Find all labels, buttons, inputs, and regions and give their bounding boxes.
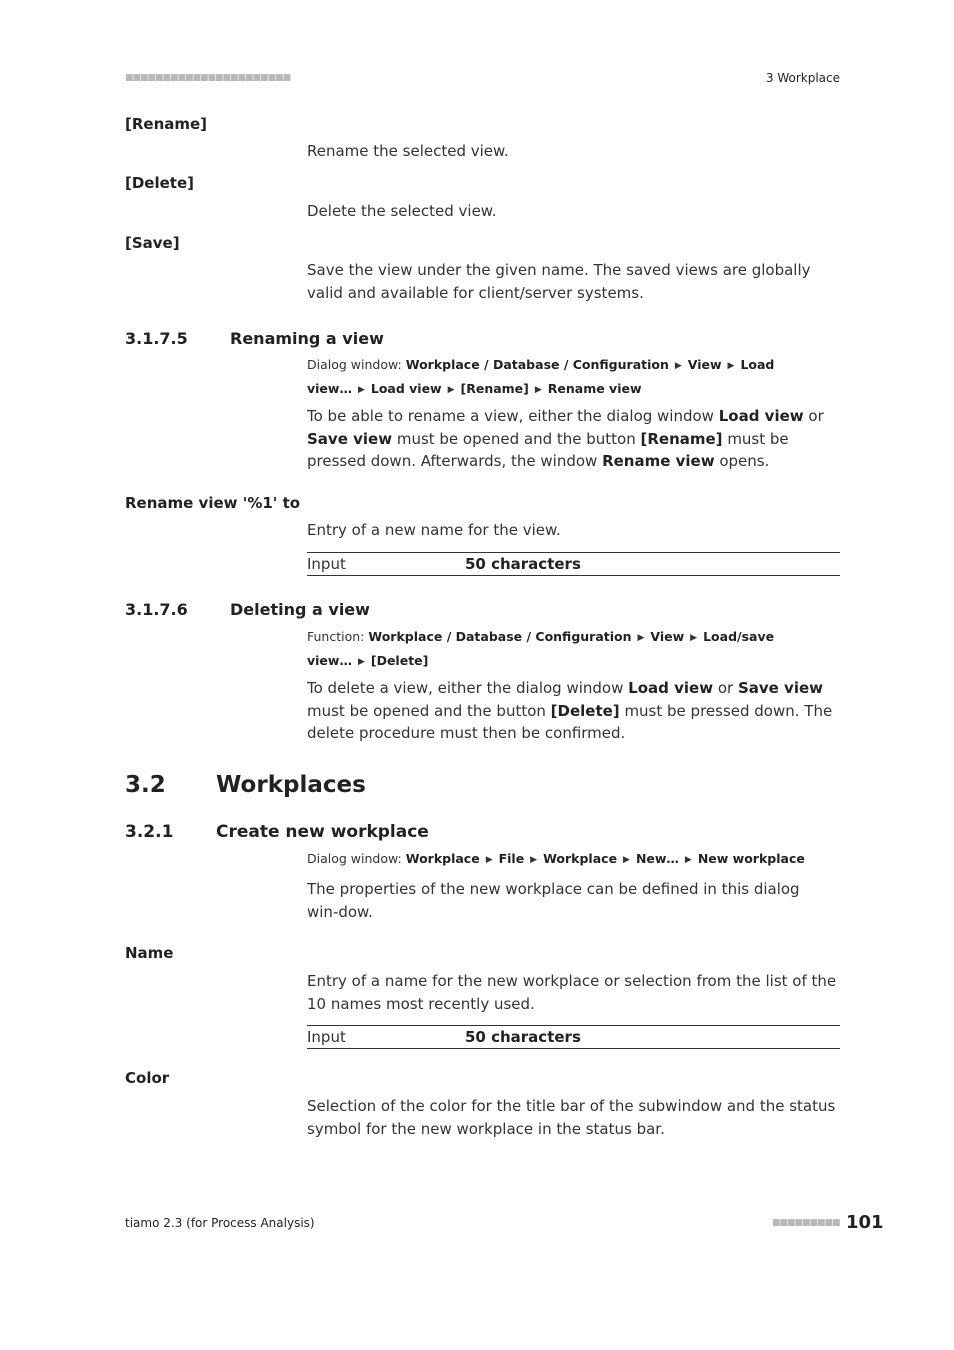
input-label: Input — [307, 1028, 346, 1046]
menu-path-line-1 — [307, 354, 777, 378]
path-label: Function: — [307, 629, 365, 644]
path-step: [Delete] — [370, 653, 429, 668]
term-rename: [Rename] — [125, 115, 208, 133]
path-step: New workplace — [697, 851, 805, 866]
triangle-right-icon: ▶ — [447, 385, 455, 395]
paragraph-delete-instructions: To delete a view, either the dialog window Load view or Save view must be opened and the button [Delete] must be pressed down. The delete procedure must then be confirmed. — [307, 679, 833, 742]
menu-path-line-2 — [307, 378, 777, 402]
path-step: File — [498, 851, 525, 866]
header-decoration: ■■■■■■■■■■■■■■■■■■■■■■ — [125, 73, 291, 83]
path-label: Dialog window: — [307, 357, 402, 372]
section-number-3175: 3.1.7.5 — [125, 329, 188, 348]
triangle-right-icon: ▶ — [690, 633, 698, 643]
term-save: [Save] — [125, 234, 180, 252]
menu-path-delete — [307, 626, 777, 674]
triangle-right-icon: ▶ — [623, 855, 630, 865]
paragraph-rename-instructions: To be able to rename a view, either the dialog window Load view or Save view must be opened and the button [Rename] must be pressed down. Afterwards, the window Rename view opens. — [307, 407, 824, 470]
path-step: Rename view — [547, 381, 642, 396]
desc-save: Save the view under the given name. The saved views are globally valid and available for client/server systems. — [307, 261, 811, 302]
term-rename-view-to: Rename view '%1' to — [125, 494, 301, 512]
section-number-3176: 3.1.7.6 — [125, 600, 188, 619]
input-spec-table — [307, 552, 840, 576]
triangle-right-icon: ▶ — [534, 385, 542, 395]
triangle-right-icon: ▶ — [684, 855, 692, 865]
triangle-right-icon: ▶ — [485, 855, 493, 865]
section-number-32: 3.2 — [125, 772, 166, 798]
term-color: Color — [125, 1069, 170, 1087]
desc-delete: Delete the selected view. — [307, 202, 497, 220]
section-title-renaming-a-view: Renaming a view — [230, 329, 384, 348]
term-delete: [Delete] — [125, 174, 194, 192]
section-title-deleting-a-view: Deleting a view — [230, 600, 370, 619]
input-value: 50 characters — [465, 555, 581, 573]
triangle-right-icon: ▶ — [727, 361, 735, 371]
triangle-right-icon: ▶ — [357, 385, 365, 395]
input-spec-table — [307, 1025, 840, 1049]
path-step: Load — [740, 357, 775, 372]
menu-path-new-workplace — [307, 848, 840, 872]
section-title-workplaces: Workplaces — [216, 772, 366, 798]
path-step: view… — [307, 653, 352, 668]
desc-name: Entry of a name for the new workplace or selection from the list of the 10 names most recently used. — [307, 972, 837, 1013]
input-label: Input — [307, 555, 346, 573]
path-label: Dialog window: — [307, 851, 402, 866]
triangle-right-icon: ▶ — [530, 855, 538, 865]
input-value: 50 characters — [465, 1028, 581, 1046]
path-step: View — [650, 629, 685, 644]
desc-rename-view-to: Entry of a new name for the view. — [307, 521, 561, 539]
footer-product-name: tiamo 2.3 (for Process Analysis) — [125, 1216, 315, 1230]
page-number: 101 — [846, 1212, 884, 1233]
path-step: Workplace / Database / Configuration — [368, 629, 632, 644]
paragraph-new-workplace-intro: The properties of the new workplace can be defined in this dialog win-dow. — [307, 880, 800, 921]
menu-path-line-2 — [307, 650, 777, 674]
section-number-321: 3.2.1 — [125, 822, 174, 842]
path-step: New… — [635, 851, 679, 866]
path-step: Workplace — [405, 851, 480, 866]
path-step: view… — [307, 381, 352, 396]
path-step: [Rename] — [460, 381, 529, 396]
term-name: Name — [125, 944, 174, 962]
triangle-right-icon: ▶ — [674, 361, 682, 371]
menu-path-rename — [307, 354, 777, 402]
triangle-right-icon: ▶ — [357, 657, 365, 667]
desc-rename: Rename the selected view. — [307, 142, 509, 160]
section-title-create-new-workplace: Create new workplace — [216, 822, 429, 842]
path-step: Workplace / Database / Configuration — [405, 357, 669, 372]
path-step: Load/save — [703, 629, 775, 644]
desc-color: Selection of the color for the title bar of the subwindow and the status symbol for the new workplace in the status bar. — [307, 1097, 836, 1138]
path-step: Load view — [370, 381, 442, 396]
path-step: View — [687, 357, 722, 372]
path-step: Workplace — [543, 851, 618, 866]
triangle-right-icon: ▶ — [637, 633, 645, 643]
running-header-chapter: 3 Workplace — [765, 71, 840, 85]
menu-path-line-1 — [307, 626, 777, 650]
footer-decoration: ■■■■■■■■■ — [772, 1218, 840, 1228]
menu-path-line-1 — [307, 848, 840, 872]
